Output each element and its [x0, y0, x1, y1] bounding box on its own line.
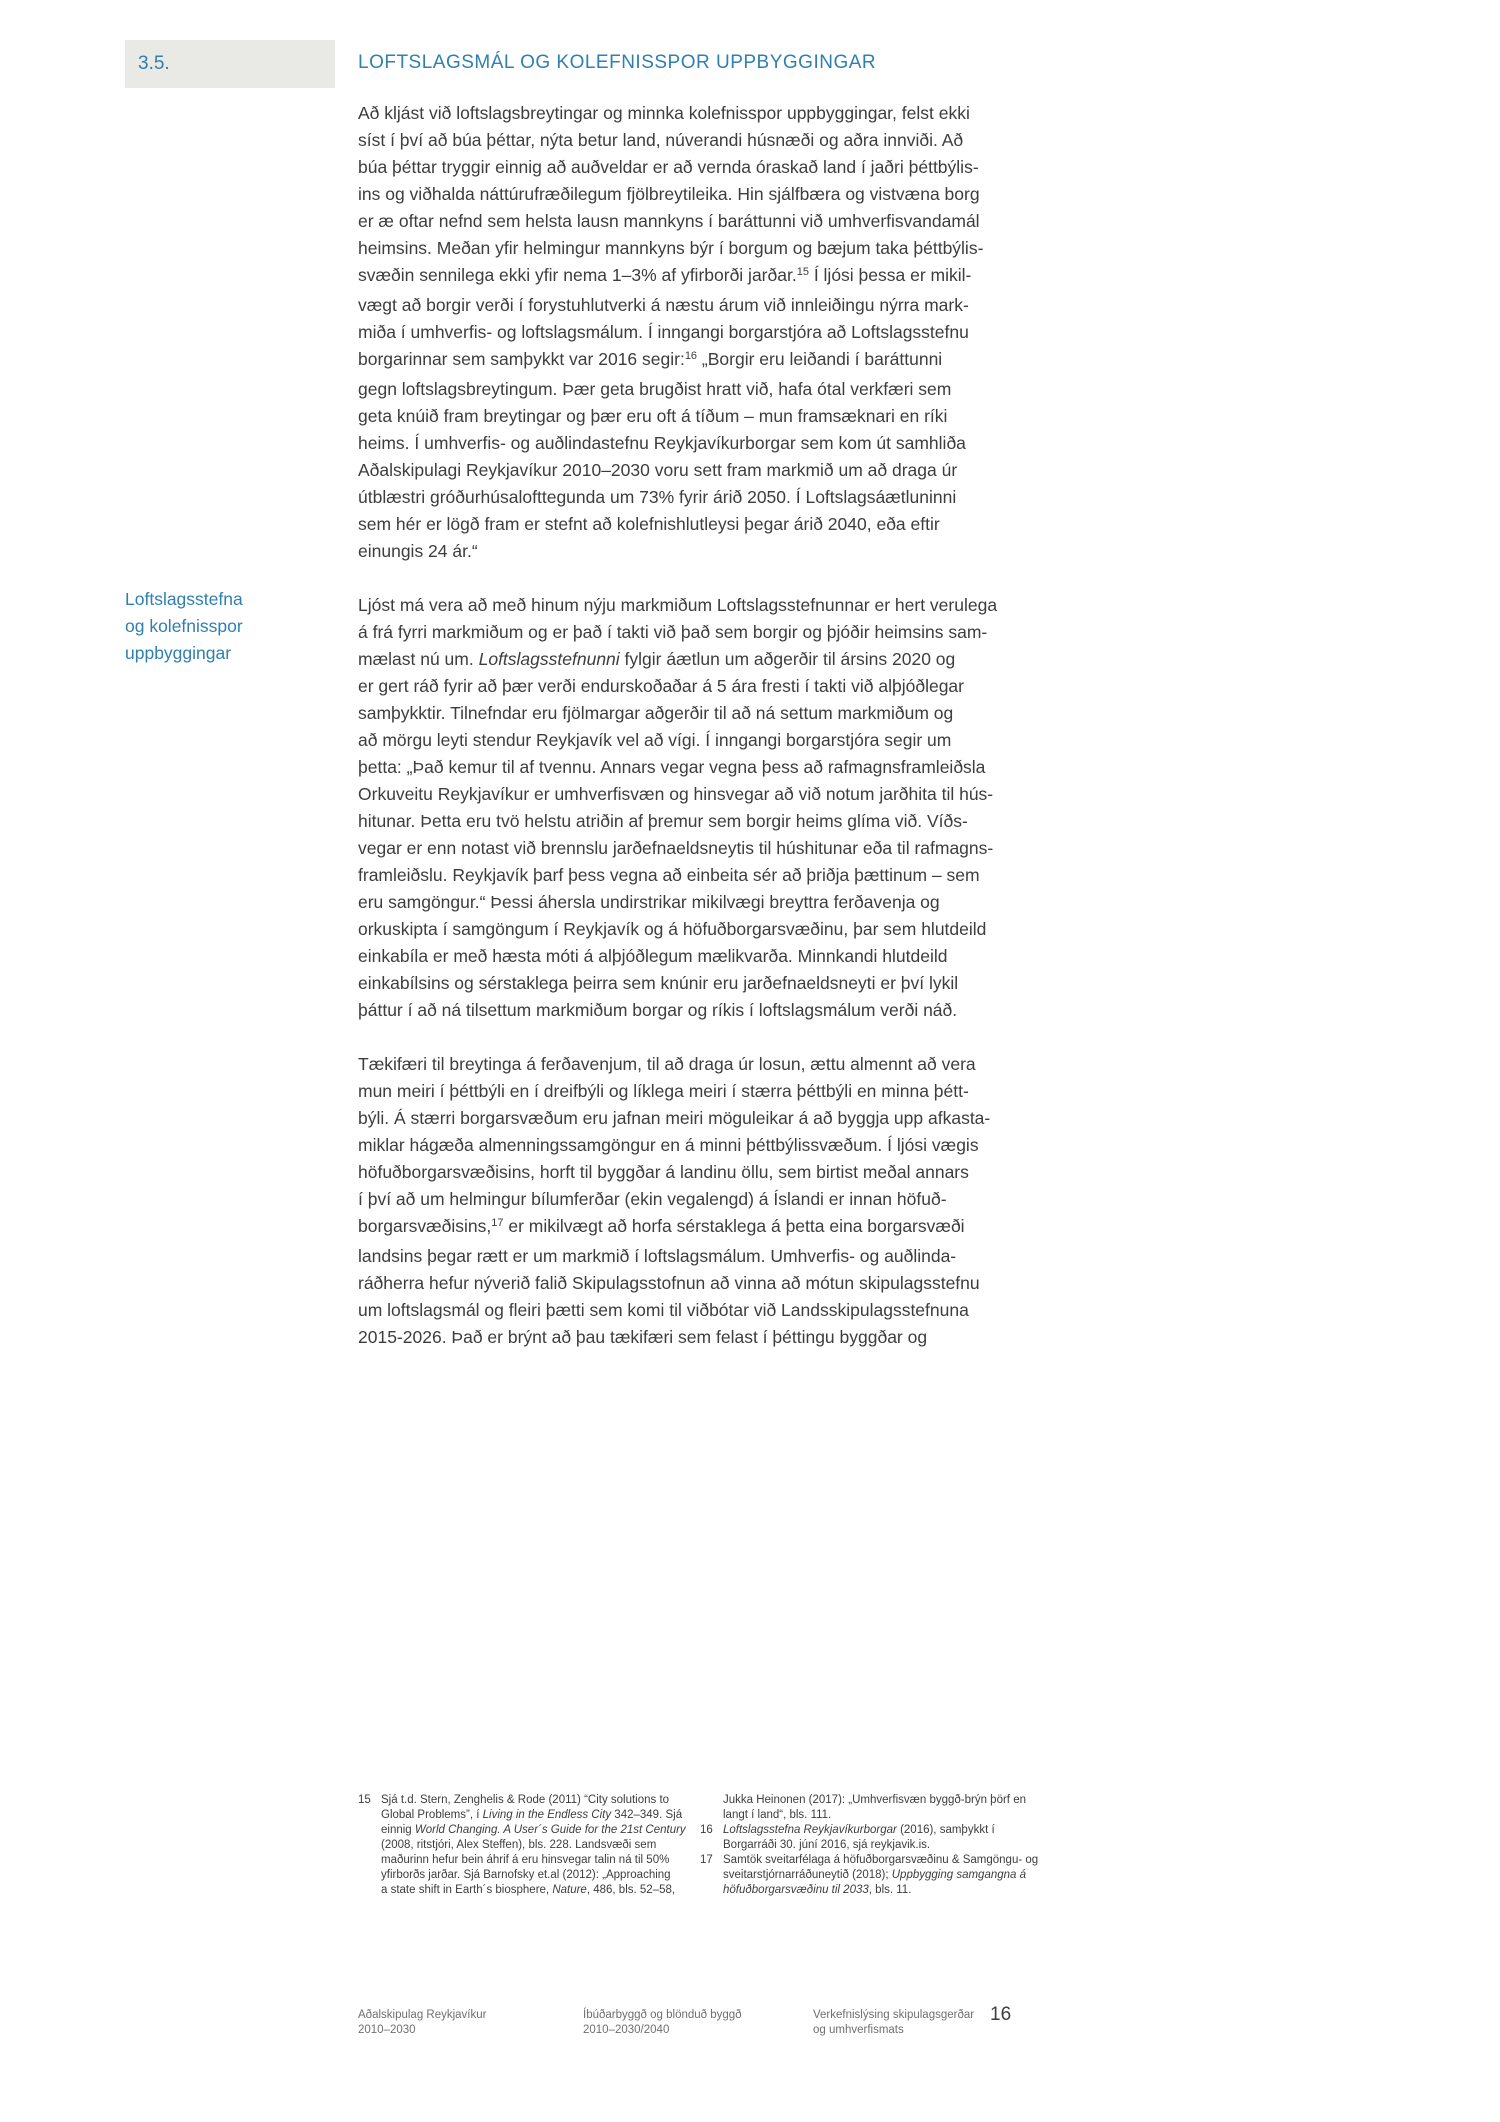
section-number-box: [125, 40, 335, 88]
paragraph-3: Tækifæri til breytinga á ferðavenjum, til að draga úr losun, ættu almennt að vera mun meiri í þéttbýli en í dreifbýli og líklega meiri í stærra þéttbýli en minna þétt- býli. Á stærri borgarsvæðum eru jafnan meiri möguleikar á að byggja upp afkasta- miklar hágæða almenningssamgöngur en á minni þéttbýlissvæðum. Í ljósi vægis höfuðborgarsvæðisins, horft til byggðar á landinu öllu, sem birtist meðal annars í því að um helmingur bílumferðar (ekin vegalengd) á Íslandi er innan höfuð- borgarsvæðisins,$^{17}$ er mikilvægt að horfa sérstaklega á þetta eina borgarsvæði landsins þegar rætt er um markmið í loftslagsmálum. Umhverfis- og auðlinda- ráðherra hefur nýverið falið Skipulagsstofnun að vinna að mótun skipulagsstefnu um loftslagsmál og fleiri þætti sem komi til viðbótar við Landsskipulagsstefnuna 2015-2026. Það er brýnt að þau tækifæri sem felast í þéttingu byggðar og: [358, 1054, 991, 1347]
body-text-column: [358, 100, 997, 1378]
margin-label: Loftslagsstefna og kolefnisspor uppbyggingar: [125, 589, 243, 663]
footnote-text: Loftslagsstefna Reykjavíkurborgar (2016), samþykkt í Borgarráði 30. júní 2016, sjá reykjavik.is.: [723, 1824, 995, 1851]
section-number: 3.5.: [138, 53, 170, 74]
footnote-text: Sjá t.d. Stern, Zenghelis & Rode (2011) “City solutions to Global Problems”, í Living in the Endless City 342–349. Sjá einnig World Changing. A User´s Guide for the 21st Century (2008, ritstjóri, Alex Steffen), bls. 228. Landsvæði sem maðurinn hefur bein áhrif á eru hinsvegar talin ná til 50% yfirborðs jarðar. Sjá Barnofsky et.al (2012): „Approaching a state shift in Earth´s biosphere, Nature, 486, bls. 52–58,: [381, 1794, 686, 1896]
footnote-number: 17: [700, 1854, 713, 1866]
footnote-17: [700, 1853, 1038, 1898]
footnote-number: 16: [700, 1824, 713, 1836]
footnote-15-continued: [700, 1793, 1038, 1823]
footer-doc-title: Aðalskipulag Reykjavíkur 2010–2030: [358, 2009, 487, 2036]
footnote-16: [700, 1823, 1038, 1853]
paragraph-2: Ljóst má vera að með hinum nýju markmiðum Loftslagsstefnunnar er hert verulega á frá fyrri markmiðum og er það í takti við það sem borgir og þjóðir heimsins sam- mælast nú um. Loftslagsstefnunni fylgir áætlun um aðgerðir til ársins 2020 og er gert ráð fyrir að þær verði endurskoðaðar á 5 ára fresti í takti við alþjóðlegar samþykktir. Tilnefndar eru fjölmargar aðgerðir til að ná settum markmiðum og að mörgu leyti stendur Reykjavík vel að vígi. Í inngangi borgarstjóra segir um þetta: „Það kemur til af tvennu. Annars vegar vegna þess að rafmagnsframleiðsla Orkuveitu Reykjavíkur er umhverfisvæn og hinsvegar að við notum jarðhita til hús- hitunar. Þetta eru tvö helstu atriðin af þremur sem borgir heims glíma við. Víðs- vegar er enn notast við brennslu jarðefnaeldsneytis til húshitunar eða til rafmagns- framleiðslu. Reykjavík þarf þess vegna að einbeita sér að þriðja þættinum – sem eru samgöngur.“ Þessi áhersla undirstrikar mikilvægi breyttra ferðavenja og orkuskipta í samgöngum í Reykjavík og á höfuðborgarsvæðinu, þar sem hlutdeild einkabíla er með hæsta móti á alþjóðlegum mælikvarða. Minnkandi hlutdeild einkabílsins og sérstaklega þeirra sem knúnir eru jarðefnaeldsneyti er því lykil þáttur í að ná tilsettum markmiðum borgar og ríkis í loftslagsmálum verði náð.: [358, 595, 998, 1020]
page-title: LOFTSLAGSMÁL OG KOLEFNISSPOR UPPBYGGINGAR: [358, 52, 877, 73]
footer-project-title: Verkefnislýsing skipulagsgerðar og umhverfismats: [813, 2009, 975, 2036]
footnote-15: [358, 1793, 686, 1898]
page-number: 16: [990, 2004, 1012, 2025]
footnote-number: 15: [358, 1794, 371, 1806]
footnote-text: Jukka Heinonen (2017): „Umhverfisvæn byggð-brýn þörf en langt í land“, bls. 111.: [723, 1794, 1026, 1821]
footer-section-title: Íbúðarbyggð og blönduð byggð 2010–2030/2040: [583, 2009, 742, 2036]
footnote-number: [700, 1793, 723, 1823]
footnotes-right-column: [700, 1793, 1038, 1898]
footnotes-left-column: [358, 1793, 686, 1898]
footnote-text: Samtök sveitarfélaga á höfuðborgarsvæðinu & Samgöngu- og sveitarstjórnarráðuneytið (2018); Uppbygging samgangna á höfuðborgarsvæðinu til 2033, bls. 11.: [723, 1854, 1039, 1896]
paragraph-1: Að kljást við loftslagsbreytingar og minnka kolefnisspor uppbyggingar, felst ekki síst í því að búa þéttar, nýta betur land, núverandi húsnæði og aðra innviði. Að búa þéttar tryggir einnig að auðveldar er að vernda óraskað land í jaðri þéttbýlis- ins og viðhalda náttúrufræðilegum fjölbreytileika. Hin sjálfbæra og vistvæna borg er æ oftar nefnd sem helsta lausn mannkyns í baráttunni við umhverfisvandamál heimsins. Meðan yfir helmingur mannkyns býr í borgum og bæjum taka þéttbýlis- svæðin sennilega ekki yfir nema 1–3% af yfirborði jarðar.$^{15}$ Í ljósi þessa er mikil- vægt að borgir verði í forystuhlutverki á næstu árum við innleiðingu nýrra mark- miða í umhverfis- og loftslagsmálum. Í inngangi borgarstjóra að Loftslagsstefnu borgarinnar sem samþykkt var 2016 segir:$^{16}$ „Borgir eru leiðandi í baráttunni gegn loftslagsbreytingum. Þær geta brugðist hratt við, hafa ótal verkfæri sem geta knúið fram breytingar og þær eru oft á tíðum – mun framsæknari en ríki heims. Í umhverfis- og auðlindastefnu Reykjavíkurborgar sem kom út samhliða Aðalskipulagi Reykjavíkur 2010–2030 voru sett fram markmið um að draga úr útblæstri gróðurhúsalofttegunda um 73% fyrir árið 2050. Í Loftslagsáætluninni sem hér er lögð fram er stefnt að kolefnishlutleysi þegar árið 2040, eða eftir einungis 24 ár.“: [358, 103, 984, 561]
